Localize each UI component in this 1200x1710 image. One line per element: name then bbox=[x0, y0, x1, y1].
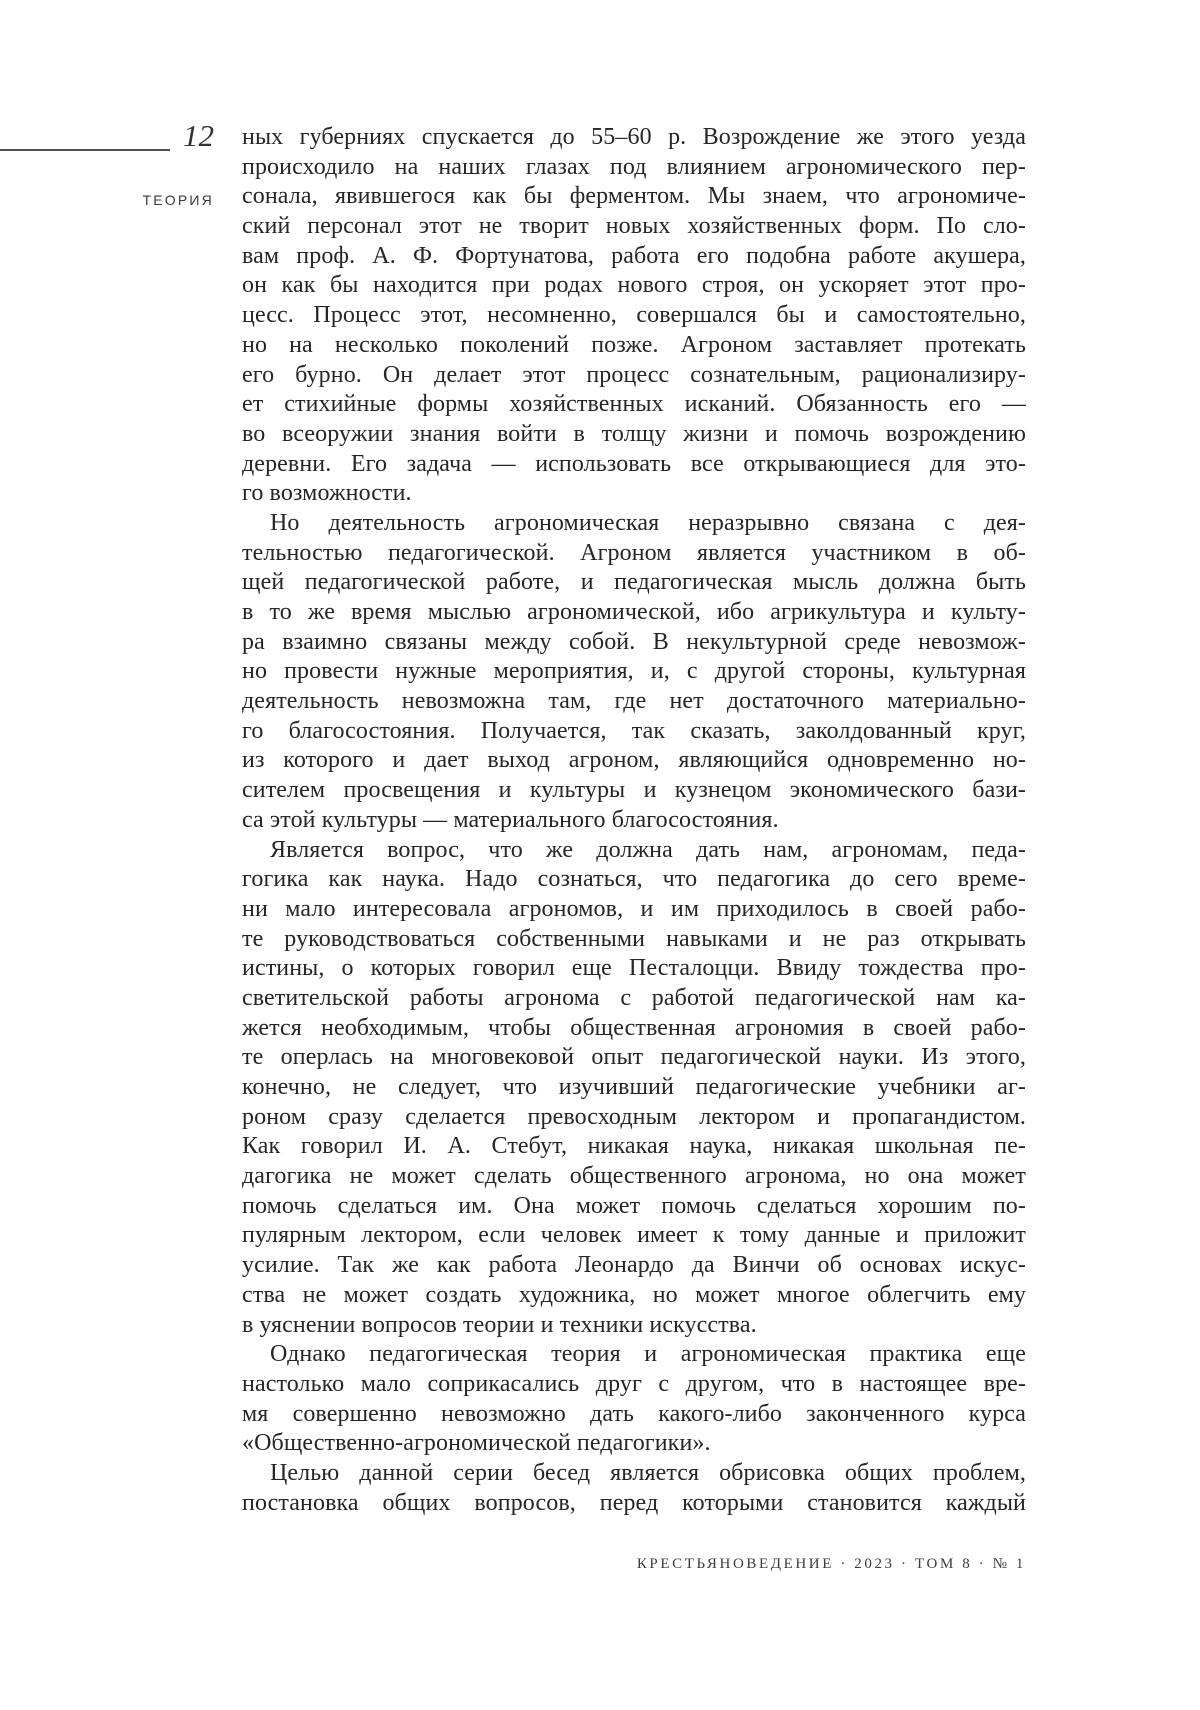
text-line: в то же время мыслью агрономической, ибо агрикультура и культу- bbox=[242, 599, 1026, 625]
text-line: «Общественно-агрономической педагогики». bbox=[242, 1430, 711, 1457]
journal-footer: КРЕСТЬЯНОВЕДЕНИЕ · 2023 · ТОМ 8 · № 1 bbox=[636, 1556, 1026, 1572]
text-line: деятельность невозможна там, где нет достаточного материально- bbox=[242, 688, 1026, 715]
text-line: Однако педагогическая теория и агрономическая практика еще bbox=[270, 1341, 1026, 1368]
text-line: светительской работы агронома с работой педагогической нам ка- bbox=[242, 984, 1026, 1011]
text-line: го благосостояния. Получается, так сказать, заколдованный круг, bbox=[242, 717, 1026, 744]
text-line: настолько мало соприкасались друг с другом, что в настоящее вре- bbox=[242, 1370, 1026, 1397]
text-line: конечно, не следует, что изучивший педагогические учебники аг- bbox=[242, 1074, 1026, 1100]
text-line: но провести нужные мероприятия, и, с другой стороны, культурная bbox=[242, 658, 1026, 685]
text-line: пулярным лектором, если человек имеет к тому данные и приложит bbox=[242, 1222, 1026, 1249]
text-line: дагогика не может сделать общественного агронома, но она может bbox=[242, 1163, 1026, 1190]
text-line: те руководствоваться собственными навыками и не раз открывать bbox=[242, 925, 1026, 952]
text-line: во всеоружии знания войти в толщу жизни и помочь возрождению bbox=[242, 420, 1026, 447]
text-line: происходило на наших глазах под влиянием агрономического пер- bbox=[242, 153, 1026, 180]
text-line: гогика как наука. Надо сознаться, что педагогика до сего време- bbox=[242, 866, 1026, 893]
text-line: но на несколько поколений позже. Агроном заставляет протекать bbox=[242, 331, 1026, 358]
text-line: сонала, явившегося как бы ферментом. Мы знаем, что агрономиче- bbox=[242, 183, 1026, 210]
text-line: ства не может создать художника, но может многое облегчить ему bbox=[242, 1281, 1026, 1308]
text-line: Как говорил И. А. Стебут, никакая наука, никакая школьная пе- bbox=[242, 1133, 1026, 1160]
text-line: Является вопрос, что же должна дать нам, агрономам, педа- bbox=[270, 836, 1026, 863]
section-label: ТЕОРИЯ bbox=[142, 192, 214, 208]
text-line: постановка общих вопросов, перед которыми становится каждый bbox=[242, 1489, 1026, 1516]
text-line: го возможности. bbox=[242, 480, 412, 507]
text-line: цесс. Процесс этот, несомненно, совершался бы и самостоятельно, bbox=[242, 302, 1026, 329]
text-line: щей педагогической работе, и педагогическая мысль должна быть bbox=[242, 569, 1026, 596]
text-line: сителем просвещения и культуры и кузнецом экономического бази- bbox=[242, 777, 1026, 804]
text-line: истины, о которых говорил еще Песталоцци. Ввиду тождества про- bbox=[242, 955, 1026, 982]
text-line: са этой культуры — материального благосостояния. bbox=[242, 806, 779, 833]
text-line: в уяснении вопросов теории и техники искусства. bbox=[242, 1311, 757, 1338]
article-body bbox=[242, 123, 1026, 1518]
text-line: Но деятельность агрономическая неразрывно связана с дея- bbox=[270, 509, 1026, 536]
text-line: ных губерниях спускается до 55–60 р. Возрождение же этого уезда bbox=[242, 124, 1026, 150]
text-line: ет стихийные формы хозяйственных исканий. Обязанность его — bbox=[242, 391, 1026, 418]
text-line: из которого и дает выход агроном, являющийся одновременно но- bbox=[242, 747, 1026, 774]
text-line: мя совершенно невозможно дать какого-либо законченного курса bbox=[242, 1400, 1026, 1427]
text-line: усилие. Так же как работа Леонардо да Винчи об основах искус- bbox=[242, 1252, 1026, 1279]
text-line: помочь сделаться им. Она может помочь сделаться хорошим по- bbox=[242, 1192, 1026, 1219]
text-line: жется необходимым, чтобы общественная агрономия в своей рабо- bbox=[242, 1014, 1026, 1041]
text-line: ни мало интересовала агрономов, и им приходилось в своей рабо- bbox=[242, 895, 1026, 922]
text-line: те оперлась на многовековой опыт педагогической науки. Из этого, bbox=[242, 1044, 1026, 1071]
text-line: ский персонал этот не творит новых хозяйственных форм. По сло- bbox=[242, 213, 1026, 240]
page-number: 12 bbox=[183, 118, 214, 153]
text-line: Целью данной серии бесед является обрисовка общих проблем, bbox=[270, 1459, 1026, 1486]
text-line: его бурно. Он делает этот процесс сознательным, рационализиру- bbox=[242, 361, 1026, 388]
text-line: ра взаимно связаны между собой. В некультурной среде невозмож- bbox=[242, 628, 1026, 655]
text-line: он как бы находится при родах нового строя, он ускоряет этот про- bbox=[242, 272, 1026, 299]
text-line: роном сразу сделается превосходным лектором и пропагандистом. bbox=[242, 1103, 1026, 1130]
text-line: вам проф. А. Ф. Фортунатова, работа его подобна работе акушера, bbox=[242, 242, 1026, 269]
text-line: деревни. Его задача — использовать все открывающиеся для это- bbox=[242, 450, 1026, 477]
text-line: тельностью педагогической. Агроном является участником в об- bbox=[242, 539, 1026, 566]
